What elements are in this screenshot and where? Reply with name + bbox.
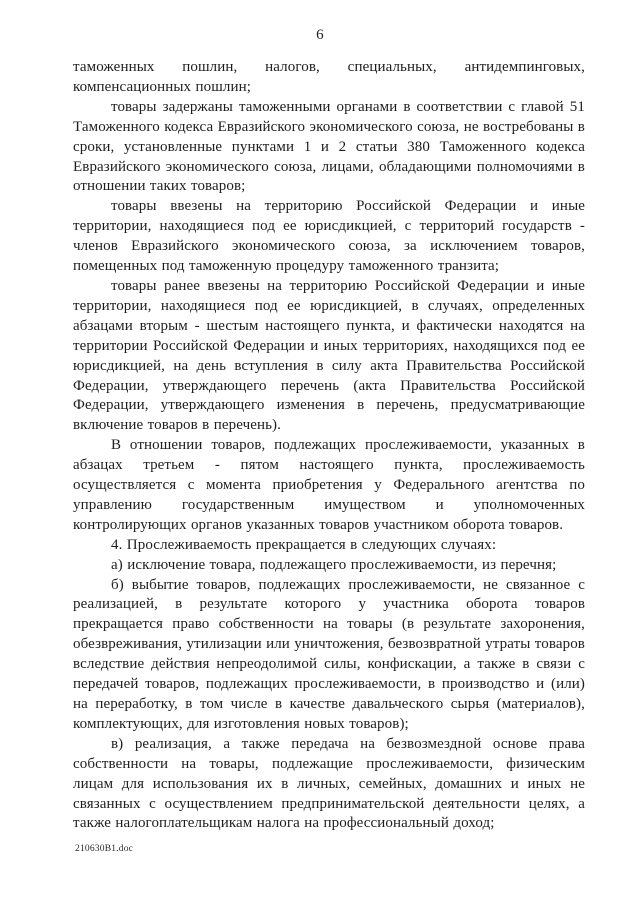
paragraph-clause-4: 4. Прослеживаемость прекращается в следующих случаях: <box>111 536 497 553</box>
paragraph-goods-detained: товары задержаны таможенными органами в соответствии с главой 51 Таможенного кодекса Евразийского экономического союза, не востребованы в сроки, установленные пунктами 1 и 2 статьи 380 Таможенного кодекса Евразийского экономического союза, лицами, обладающими полномочиями в отношении таких товаров; <box>73 98 585 195</box>
paragraph-continuation: таможенных пошлин, налогов, специальных, антидемпинговых, компенсационных пошлин; <box>73 59 585 95</box>
paragraph-goods-previously-imported: товары ранее ввезены на территорию Российской Федерации и иные территории, находящиеся под ее юрисдикцией, в случаях, определенных абзацами вторым - шестым настоящего пункта, и фактически находятся на территории Российской Федерации и иных территориях, находящихся под ее юрисдикцией, на день вступления в силу акта Правительства Российской Федерации, утверждающего перечень (акта Правительства Российской Федерации, утверждающего изменения в перечень, предусматривающие включение товаров в перечень). <box>73 277 585 434</box>
paragraph-goods-imported: товары ввезены на территорию Российской Федерации и иные территории, находящиеся под ее юрисдикцией, с территорий государств - членов Евразийского экономического союза, за исключением товаров, помещенных под таможенную процедуру таможенного транзита; <box>73 198 585 275</box>
paragraph-item-v: в) реализация, а также передача на безвозмездной основе права собственности на товары, подлежащие прослеживаемости, физическим лицам для использования их в личных, семейных, домашних и иных не связанных с осуществлением предпринимательской деятельности целях, а также налогоплательщикам налога на профессиональный доход; <box>73 735 585 832</box>
footer-filename: 210630B1.doc <box>75 844 134 854</box>
paragraph-traceability-scope: В отношении товаров, подлежащих прослеживаемости, указанных в абзацах третьем - пятом настоящего пункта, прослеживаемость осуществляется с момента приобретения у Федерального агентства по управлению государственным имуществом и уполномоченных контролирующих органов указанных товаров участником оборота товаров. <box>73 437 585 533</box>
paragraph-item-b: б) выбытие товаров, подлежащих прослеживаемости, не связанное с реализацией, в результате которого у участника оборота товаров прекращается право собственности на товары (в результате захоронения, обезвреживания, утилизации или уничтожения, безвозвратной утраты товаров вследствие действия непреодолимой силы, конфискации, а также в связи с передачей товаров, подлежащих прослеживаемости, в производство и (или) на переработку, в том числе в качестве давальческого сырья (материалов), комплектующих, для изготовления новых товаров); <box>73 576 585 732</box>
page-number: 6 <box>316 27 324 43</box>
document-body <box>73 58 585 834</box>
paragraph-item-a: а) исключение товара, подлежащего прослеживаемости, из перечня; <box>111 556 557 573</box>
